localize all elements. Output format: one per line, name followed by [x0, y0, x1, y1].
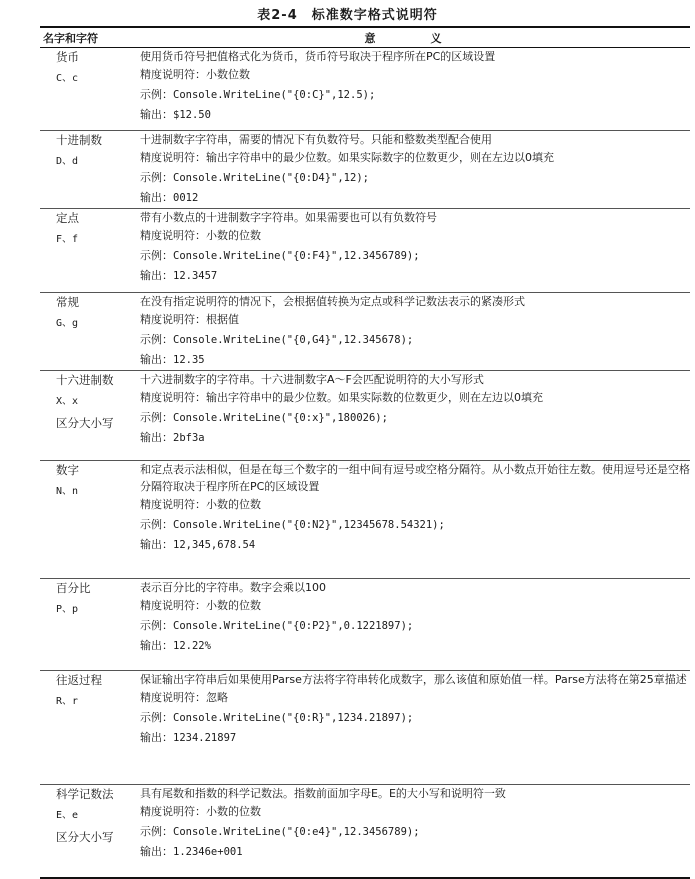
output-line: [140, 728, 690, 748]
output-line: [140, 842, 690, 862]
description: 具有尾数和指数的科学记数法。指数前面加字母E。E的大小写和说明符一致: [140, 787, 506, 800]
output-label: 输出：: [140, 353, 173, 366]
specifier-cell: [40, 671, 138, 785]
specifier-cell: [40, 209, 138, 293]
example-code: Console.WriteLine("{0:P2}",0.1221897);: [173, 620, 414, 632]
precision-value: 小数的位数: [206, 805, 261, 818]
example-label: 示例：: [140, 711, 173, 724]
specifier-name: 常规: [56, 295, 79, 309]
specifier-name: 数字: [56, 463, 79, 477]
example-code: Console.WriteLine("{0:F4}",12.3456789);: [173, 250, 420, 262]
precision-value: 根据值: [206, 313, 239, 326]
output-line: [140, 636, 690, 656]
example-code: Console.WriteLine("{0:e4}",12.3456789);: [173, 826, 420, 838]
specifier-chars: C、c: [56, 72, 79, 84]
example-label: 示例：: [140, 411, 173, 424]
precision-line: [140, 596, 690, 616]
description: 使用货币符号把值格式化为货币，货币符号取决于程序所在PC的区域设置: [140, 50, 496, 63]
precision-line: [140, 310, 690, 330]
specifier-note: 区分大小写: [56, 829, 114, 844]
example-code: Console.WriteLine("{0:R}",1234.21897);: [173, 712, 414, 724]
output-value: 12.22%: [173, 640, 211, 652]
example-code: Console.WriteLine("{0,G4}",12.345678);: [173, 334, 414, 346]
specifier-name: 百分比: [56, 581, 91, 595]
output-value: 1.2346e+001: [173, 846, 243, 858]
example-label: 示例：: [140, 619, 173, 632]
precision-value: 小数的位数: [206, 229, 261, 242]
specifier-cell: [40, 579, 138, 671]
output-line: [140, 266, 690, 286]
description: 十六进制数字的字符串。十六进制数字A～F会匹配说明符的大小写形式: [140, 373, 484, 386]
output-value: $12.50: [173, 109, 211, 121]
example-line: [140, 246, 690, 266]
precision-value: 小数的位数: [206, 599, 261, 612]
precision-label: 精度说明符：: [140, 691, 206, 704]
precision-line: [140, 802, 690, 822]
table-row: [40, 461, 690, 579]
example-label: 示例：: [140, 88, 173, 101]
output-label: 输出：: [140, 845, 173, 858]
specifier-chars: X、x: [56, 395, 79, 407]
specifier-note: 区分大小写: [56, 415, 114, 430]
output-line: [140, 350, 690, 370]
precision-value: 小数位数: [206, 68, 250, 81]
output-value: 12.35: [173, 354, 205, 366]
specifier-name: 十六进制数: [56, 373, 114, 387]
description: 表示百分比的字符串。数字会乘以100: [140, 581, 326, 594]
table-row: [40, 209, 690, 293]
output-value: 0012: [173, 192, 199, 204]
output-line: [140, 105, 690, 125]
precision-label: 精度说明符：: [140, 229, 206, 242]
output-value: 12,345,678.54: [173, 539, 256, 551]
output-label: 输出：: [140, 108, 173, 121]
output-line: [140, 535, 690, 555]
specifier-chars: E、e: [56, 809, 79, 821]
meaning-cell: [138, 371, 690, 461]
format-specifier-table: [40, 26, 690, 879]
example-line: [140, 408, 690, 428]
precision-label: 精度说明符：: [140, 151, 206, 164]
specifier-chars: F、f: [56, 233, 79, 245]
specifier-name: 科学记数法: [56, 787, 114, 801]
output-label: 输出：: [140, 269, 173, 282]
output-label: 输出：: [140, 538, 173, 551]
specifier-cell: [40, 293, 138, 371]
meaning-cell: [138, 293, 690, 371]
specifier-cell: [40, 48, 138, 131]
description: 在没有指定说明符的情况下，会根据值转换为定点或科学记数法表示的紧凑形式: [140, 295, 525, 308]
table-row: [40, 785, 690, 878]
output-line: [140, 428, 690, 448]
precision-value: 忽略: [206, 691, 228, 704]
specifier-name: 往返过程: [56, 673, 102, 687]
table-row: [40, 371, 690, 461]
specifier-chars: P、p: [56, 603, 79, 615]
output-value: 12.3457: [173, 270, 218, 282]
specifier-chars: G、g: [56, 317, 79, 329]
specifier-chars: D、d: [56, 155, 79, 167]
precision-label: 精度说明符：: [140, 599, 206, 612]
specifier-cell: [40, 371, 138, 461]
precision-value: 小数的位数: [206, 498, 261, 511]
precision-label: 精度说明符：: [140, 313, 206, 326]
example-label: 示例：: [140, 333, 173, 346]
meaning-cell: [138, 579, 690, 671]
specifier-cell: [40, 461, 138, 579]
example-label: 示例：: [140, 249, 173, 262]
example-line: [140, 515, 690, 535]
example-label: 示例：: [140, 825, 173, 838]
precision-label: 精度说明符：: [140, 68, 206, 81]
table-row: [40, 293, 690, 371]
table-row: [40, 671, 690, 785]
precision-line: [140, 65, 690, 85]
output-label: 输出：: [140, 191, 173, 204]
header-name: 名字和字符: [40, 27, 138, 48]
specifier-cell: [40, 131, 138, 209]
precision-line: [140, 226, 690, 246]
output-value: 1234.21897: [173, 732, 237, 744]
header-row: [40, 27, 690, 48]
meaning-cell: [138, 131, 690, 209]
description: 十进制数字字符串，需要的情况下有负数符号。只能和整数类型配合使用: [140, 133, 492, 146]
precision-line: [140, 688, 690, 708]
example-line: [140, 822, 690, 842]
output-value: 2bf3a: [173, 432, 205, 444]
precision-line: [140, 495, 690, 515]
meaning-cell: [138, 785, 690, 878]
specifier-chars: N、n: [56, 485, 79, 497]
output-line: [140, 188, 690, 208]
example-code: Console.WriteLine("{0:N2}",12345678.54321);: [173, 519, 445, 531]
precision-label: 精度说明符：: [140, 498, 206, 511]
description: 带有小数点的十进制数字字符串。如果需要也可以有负数符号: [140, 211, 437, 224]
description: 和定点表示法相似，但是在每三个数字的一组中间有逗号或空格分隔符。从小数点开始往左数。使用逗号还是空格分隔符取决于程序所在PC的区域设置: [140, 463, 690, 493]
specifier-name: 定点: [56, 211, 79, 225]
precision-label: 精度说明符：: [140, 391, 206, 404]
output-label: 输出：: [140, 639, 173, 652]
specifier-name: 十进制数: [56, 133, 102, 147]
table-row: [40, 48, 690, 131]
precision-line: [140, 388, 690, 408]
meaning-cell: [138, 209, 690, 293]
example-line: [140, 616, 690, 636]
output-label: 输出：: [140, 431, 173, 444]
example-code: Console.WriteLine("{0:D4}",12);: [173, 172, 369, 184]
example-line: [140, 330, 690, 350]
example-label: 示例：: [140, 171, 173, 184]
specifier-name: 货币: [56, 50, 79, 64]
precision-value: 输出字符串中的最少位数。如果实际数的位数更少，则在左边以0填充: [206, 391, 543, 404]
precision-label: 精度说明符：: [140, 805, 206, 818]
example-code: Console.WriteLine("{0:C}",12.5);: [173, 89, 376, 101]
output-label: 输出：: [140, 731, 173, 744]
example-line: [140, 708, 690, 728]
table-row: [40, 131, 690, 209]
table-title: 表2-4 标准数字格式说明符: [257, 8, 438, 23]
example-code: Console.WriteLine("{0:x}",180026);: [173, 412, 388, 424]
meaning-cell: [138, 461, 690, 579]
header-meaning: 意 义: [138, 27, 690, 48]
precision-line: [140, 148, 690, 168]
example-label: 示例：: [140, 518, 173, 531]
meaning-cell: [138, 48, 690, 131]
specifier-cell: [40, 785, 138, 878]
example-line: [140, 168, 690, 188]
example-line: [140, 85, 690, 105]
specifier-chars: R、r: [56, 695, 79, 707]
precision-value: 输出字符串中的最少位数。如果实际数字的位数更少，则在左边以0填充: [206, 151, 554, 164]
table-row: [40, 579, 690, 671]
description: 保证输出字符串后如果使用Parse方法将字符串转化成数字，那么该值和原始值一样。Parse方法将在第25章描述: [140, 673, 687, 686]
meaning-cell: [138, 671, 690, 785]
